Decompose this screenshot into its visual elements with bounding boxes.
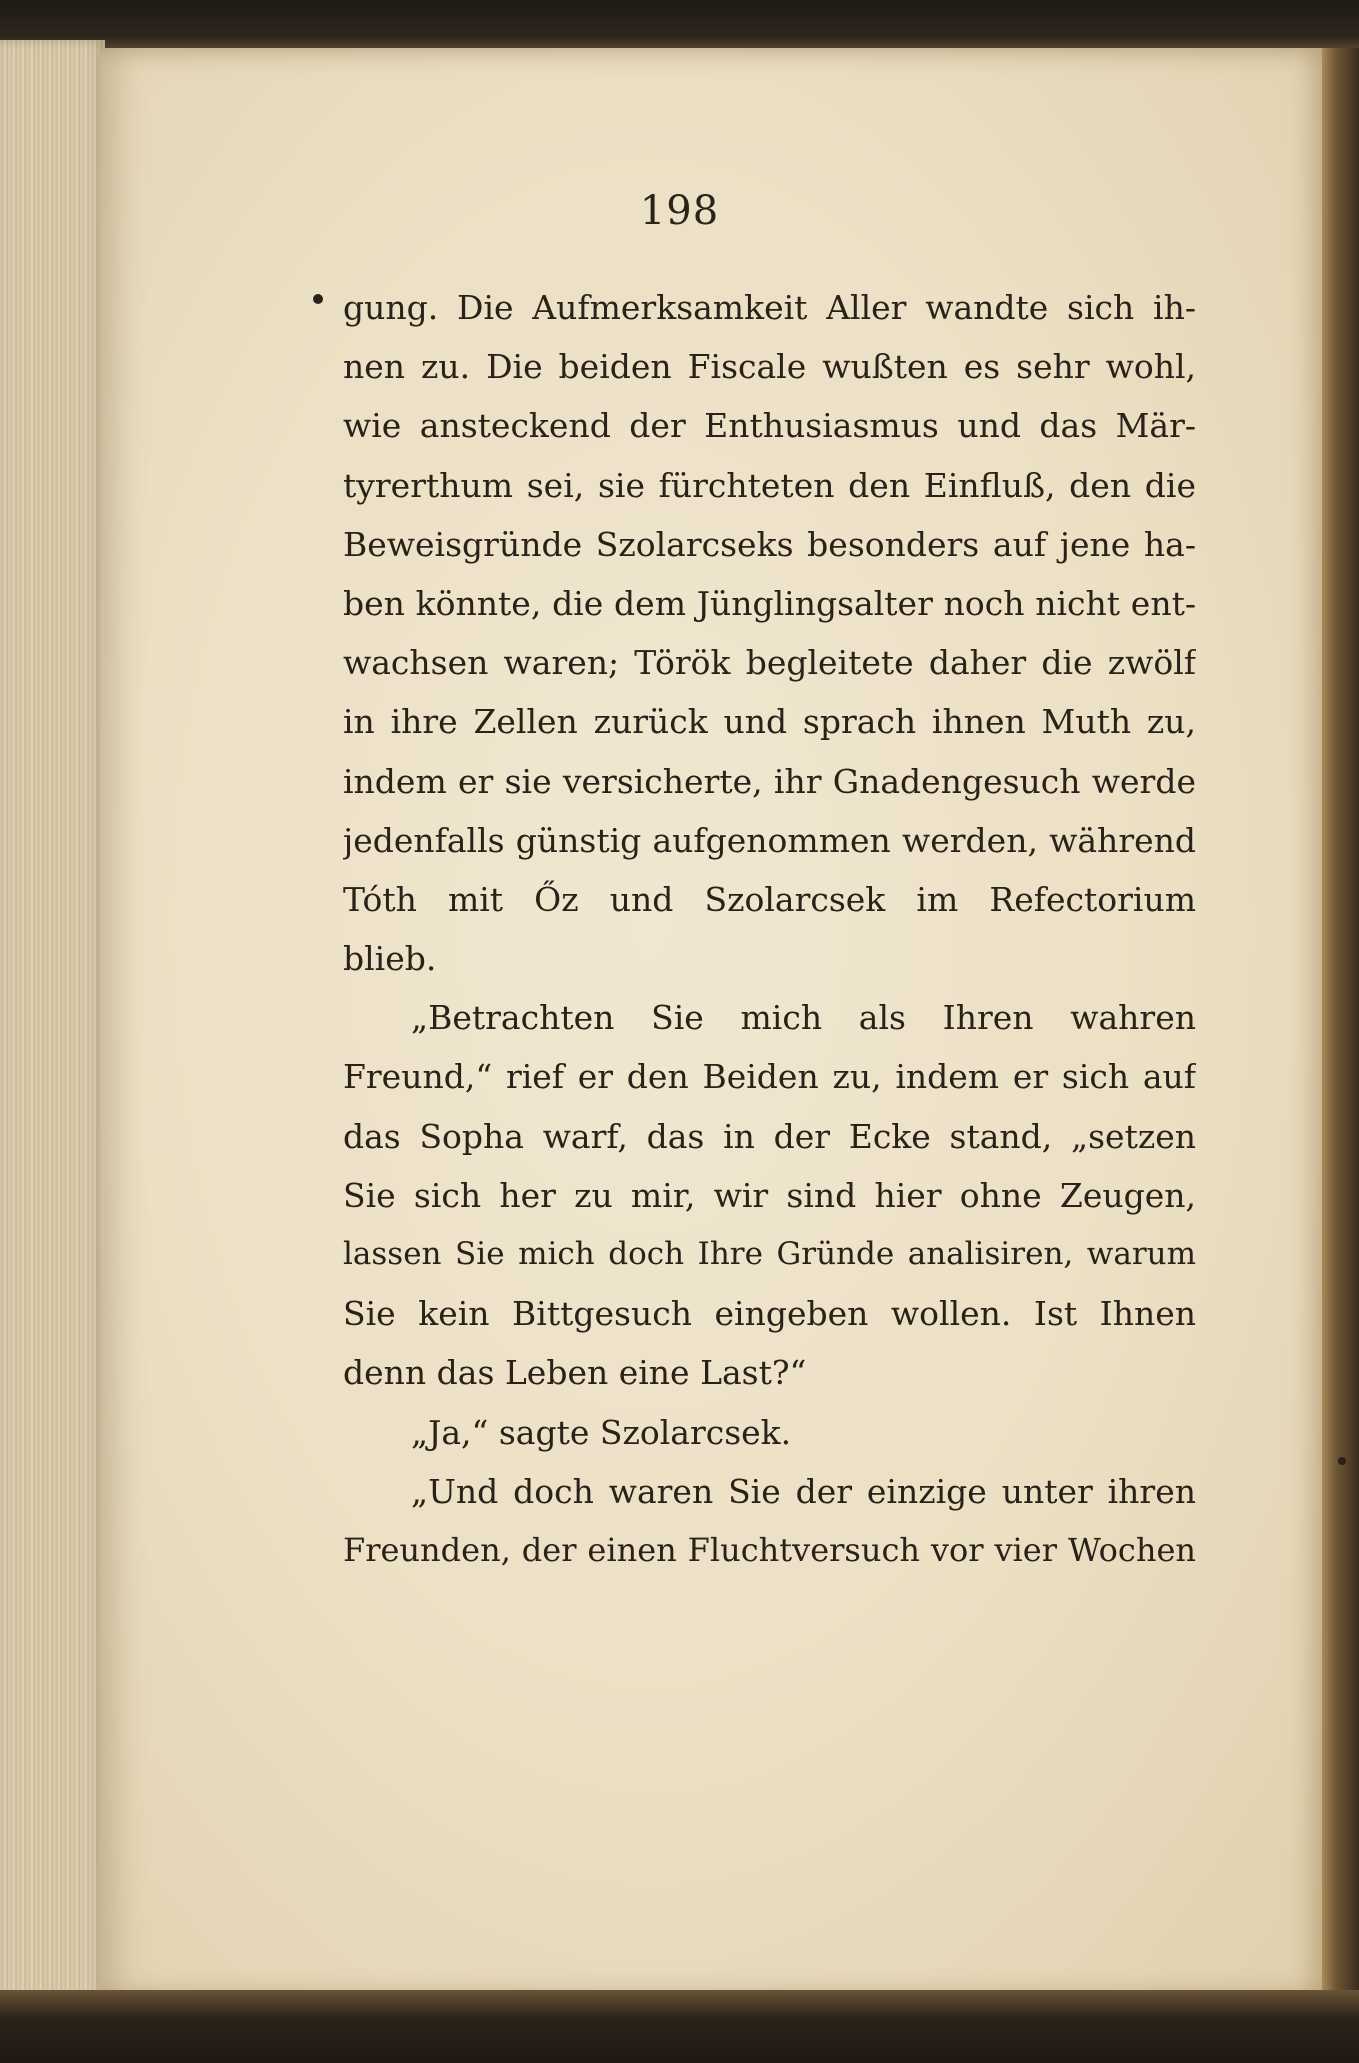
text-line: nen zu. Die beiden Fiscale wußten es sehr wohl,: [343, 347, 1196, 387]
text-line: „Ja,“ sagte Szolarcsek.: [411, 1412, 792, 1452]
text-line: Sie kein Bittgesuch eingeben wollen. Ist Ihnen: [343, 1294, 1196, 1334]
text-line: das Sopha warf, das in der Ecke stand, „setzen: [343, 1116, 1196, 1156]
margin-dot-mark: [1338, 1457, 1346, 1465]
text-line: Freunden, der einen Fluchtversuch vor vier Wochen: [343, 1530, 1196, 1569]
book-cover-top: [0, 0, 1359, 52]
margin-dot-mark: [313, 294, 323, 304]
text-line: lassen Sie mich doch Ihre Gründe analisiren, warum: [343, 1236, 1196, 1272]
text-line: „Und doch waren Sie der einzige unter ihren: [411, 1471, 1196, 1511]
text-line: „Betrachten Sie mich als Ihren wahren: [411, 998, 1196, 1038]
text-line: Tóth mit Őz und Szolarcsek im Refectorium: [343, 879, 1196, 919]
stacked-page-edges: [0, 40, 105, 2000]
text-line: jedenfalls günstig aufgenommen werden, während: [343, 820, 1196, 860]
text-line: indem er sie versicherte, ihr Gnadengesuch werde: [343, 761, 1196, 801]
text-line: wachsen waren; Török begleitete daher die zwölf: [343, 643, 1196, 683]
text-line: Beweisgründe Szolarcseks besonders auf jene ha-: [343, 524, 1196, 564]
text-line: gung. Die Aufmerksamkeit Aller wandte sich ih-: [343, 288, 1196, 327]
text-line: Freund,“ rief er den Beiden zu, indem er sich auf: [343, 1057, 1196, 1097]
text-line: denn das Leben eine Last?“: [343, 1353, 807, 1393]
book-spine-edge: [1322, 48, 1359, 1998]
text-line: ben könnte, die dem Jünglingsalter noch nicht ent-: [343, 583, 1196, 623]
page-body-text: [343, 278, 1196, 1580]
text-line: blieb.: [343, 939, 437, 979]
book-cover-bottom: [0, 1990, 1359, 2063]
text-line: Sie sich her zu mir, wir sind hier ohne Zeugen,: [343, 1175, 1196, 1215]
text-line: in ihre Zellen zurück und sprach ihnen Muth zu,: [343, 702, 1196, 742]
text-line: tyrerthum sei, sie fürchteten den Einfluß, den die: [343, 465, 1196, 505]
text-line: wie ansteckend der Enthusiasmus und das Mär-: [343, 406, 1196, 446]
page-number: 198: [639, 188, 720, 234]
